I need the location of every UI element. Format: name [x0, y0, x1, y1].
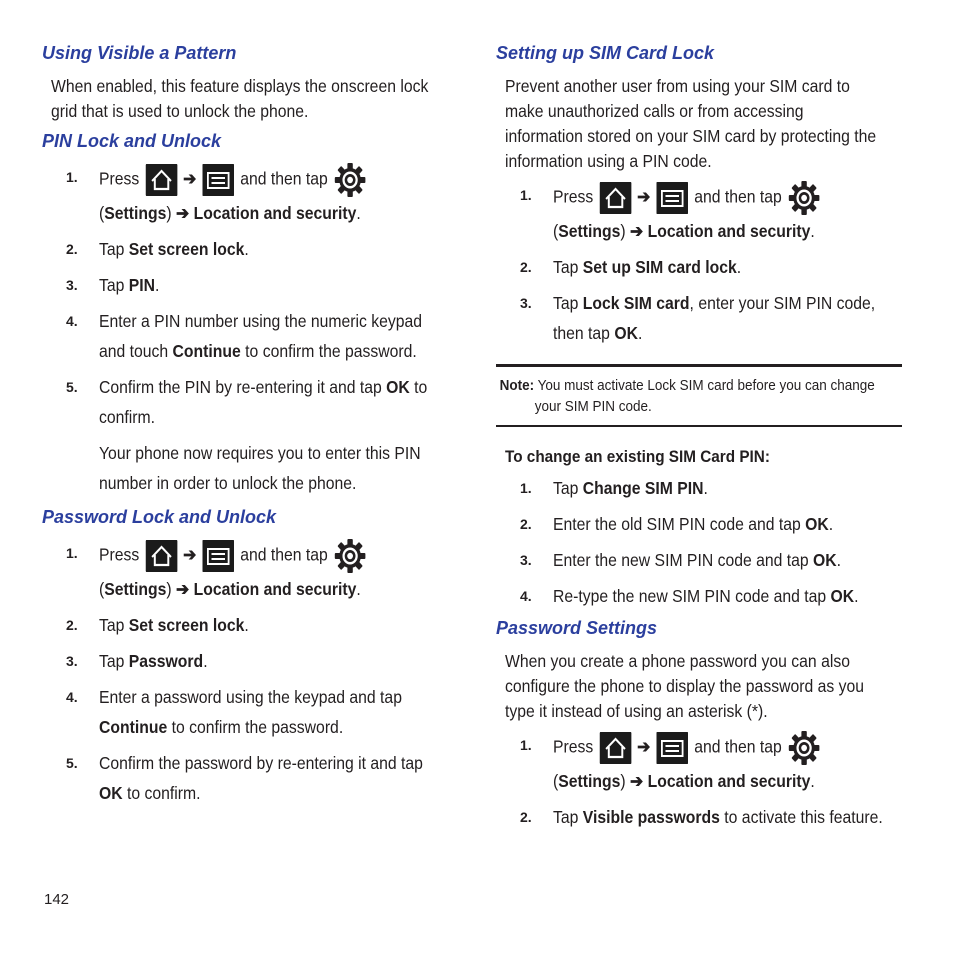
- home-key-icon: [145, 540, 176, 572]
- step-text: [553, 802, 902, 832]
- location-security-label: Location and security: [193, 579, 357, 599]
- paragraph-line: information stored on your SIM card by protecting the: [505, 126, 877, 146]
- step-number: 5.: [66, 379, 78, 395]
- password-settings-steps: [496, 730, 902, 832]
- step-item: [496, 581, 902, 611]
- step-number: 2.: [66, 617, 78, 633]
- step-number: 3.: [520, 552, 532, 568]
- period: .: [637, 323, 643, 343]
- step-label: to confirm the password.: [240, 341, 417, 361]
- settings-label: Settings: [558, 771, 621, 791]
- step-label: Confirm the password by re-entering it and tap: [99, 753, 423, 773]
- period: .: [244, 615, 249, 635]
- step-label: , enter your SIM PIN code,: [689, 293, 876, 313]
- paragraph-visible-pattern: [42, 74, 452, 124]
- change-pin-steps: [496, 473, 902, 611]
- step-text: [553, 581, 902, 611]
- period: .: [244, 239, 249, 259]
- step-number: 3.: [66, 277, 78, 293]
- period: .: [703, 478, 708, 498]
- step-label: Enter the new SIM PIN code and tap: [553, 550, 814, 570]
- step-bold: OK: [99, 783, 123, 803]
- step-text: [553, 288, 902, 348]
- step-text: [553, 509, 902, 539]
- step-text: [99, 748, 452, 808]
- paren: ): [620, 771, 626, 791]
- step-number: 4.: [66, 689, 78, 705]
- sim-lock-steps: [496, 180, 902, 348]
- step-number: 2.: [520, 809, 532, 825]
- step-text: [99, 234, 452, 264]
- settings-label: Settings: [558, 221, 621, 241]
- step-number: 1.: [520, 480, 532, 496]
- step-label: Confirm the PIN by re-entering it and tap: [99, 377, 387, 397]
- step-label: and then tap: [694, 186, 782, 207]
- step-text: [99, 610, 452, 640]
- paragraph-line: make unauthorized calls or from accessing: [505, 101, 804, 121]
- step-item: [42, 270, 452, 300]
- settings-gear-icon: [788, 180, 820, 216]
- step-item: [42, 234, 452, 264]
- page-number: 142: [44, 891, 70, 908]
- step-label: Enter a PIN number using the numeric keypad: [99, 311, 423, 331]
- menu-key-icon: [657, 732, 689, 764]
- period: .: [356, 579, 361, 599]
- step-label: Press: [553, 736, 594, 757]
- period: .: [736, 257, 742, 277]
- paren: ): [620, 221, 626, 241]
- step-item: [42, 306, 452, 366]
- step-label: to: [409, 377, 428, 397]
- step-item: [42, 646, 452, 676]
- step-bold: Lock SIM card: [582, 293, 690, 313]
- settings-gear-icon: [334, 162, 366, 198]
- step-label: then tap: [553, 323, 615, 343]
- step-item: [496, 252, 902, 282]
- step-text: [553, 545, 902, 575]
- settings-gear-icon: [334, 538, 366, 574]
- step-text: [99, 306, 452, 366]
- step-text: [99, 538, 452, 604]
- section-heading-sim-lock: Setting up SIM Card Lock: [496, 43, 715, 63]
- right-column: [496, 42, 902, 838]
- step-bold: Password: [128, 651, 204, 671]
- note-text: your SIM PIN code.: [534, 398, 652, 415]
- step-label: Tap: [99, 615, 129, 635]
- step-number: 1.: [520, 737, 532, 753]
- step-number: 3.: [66, 653, 78, 669]
- section-heading-password-lock: Password Lock and Unlock: [42, 507, 277, 527]
- left-column: [42, 42, 452, 814]
- step-bold: OK: [813, 550, 837, 570]
- step-label: confirm.: [99, 407, 156, 427]
- step-text: [99, 162, 452, 228]
- note-label: Note:: [499, 377, 535, 394]
- paren: (: [553, 771, 559, 791]
- location-security-label: Location and security: [647, 771, 811, 791]
- step-text: [553, 252, 902, 282]
- note-box: [496, 367, 902, 425]
- step-label: Tap: [553, 478, 583, 498]
- step-item: [496, 802, 902, 832]
- settings-gear-icon: [788, 730, 820, 766]
- step-bold: OK: [830, 586, 855, 606]
- step-number: 4.: [66, 313, 78, 329]
- step-number: 1.: [66, 169, 78, 185]
- pin-lock-steps: [42, 162, 452, 498]
- step-number: 2.: [520, 259, 532, 275]
- step-text: [99, 646, 452, 676]
- step-text: [99, 270, 452, 300]
- step-label: Tap: [553, 807, 583, 827]
- paragraph-line: type it instead of using an asterisk (*).: [505, 701, 768, 721]
- step-number: 1.: [520, 187, 532, 203]
- period: .: [828, 514, 834, 534]
- period: .: [810, 221, 815, 241]
- period: .: [854, 586, 859, 606]
- paren: (: [553, 221, 559, 241]
- step-bold: PIN: [128, 275, 156, 295]
- note-text: You must activate Lock SIM card before you can change: [534, 377, 875, 394]
- paragraph-line: information using a PIN code.: [505, 151, 712, 171]
- step-item: [496, 730, 902, 796]
- step-number: 4.: [520, 588, 532, 604]
- step-label: and then tap: [240, 544, 328, 565]
- step-item: [42, 162, 452, 228]
- step-bold: Change SIM PIN: [582, 478, 704, 498]
- step-text: [99, 682, 452, 742]
- step-number: 5.: [66, 755, 78, 771]
- step-item: [42, 682, 452, 742]
- paragraph-sim-lock: [496, 74, 902, 174]
- section-heading-password-settings: Password Settings: [496, 618, 658, 638]
- period: .: [155, 275, 160, 295]
- home-key-icon: [145, 164, 176, 196]
- step-label: to confirm.: [122, 783, 201, 803]
- paragraph-line: grid that is used to unlock the phone.: [51, 101, 309, 121]
- step-bold: OK: [386, 377, 410, 397]
- step-item: [42, 538, 452, 604]
- settings-label: Settings: [104, 203, 167, 223]
- period: .: [356, 203, 361, 223]
- paren: (: [99, 579, 105, 599]
- step-item: [496, 545, 902, 575]
- settings-label: Settings: [104, 579, 167, 599]
- step-text: [553, 730, 902, 796]
- paragraph-password-settings: [496, 649, 902, 724]
- step-number: 2.: [520, 516, 532, 532]
- step-label: Tap: [553, 257, 583, 277]
- step-text: [553, 473, 902, 503]
- step-number: 2.: [66, 241, 78, 257]
- step-bold: Set up SIM card lock: [582, 257, 737, 277]
- step-item: [42, 372, 452, 498]
- arrow-icon: ➔: [176, 203, 190, 223]
- home-key-icon: [599, 182, 631, 214]
- arrow-icon: ➔: [183, 168, 197, 189]
- step-number: 1.: [66, 545, 78, 561]
- paren: (: [99, 203, 105, 223]
- paren: ): [166, 579, 172, 599]
- step-label: Tap: [99, 651, 129, 671]
- step-bold: Continue: [99, 717, 168, 737]
- step-followup: [99, 438, 452, 498]
- step-item: [42, 610, 452, 640]
- sim-pin-subheading: To change an existing SIM Card PIN:: [505, 447, 770, 466]
- step-label: to confirm the password.: [167, 717, 344, 737]
- arrow-icon: ➔: [637, 186, 651, 207]
- step-item: [496, 288, 902, 348]
- password-lock-steps: [42, 538, 452, 808]
- paragraph-line: When you create a phone password you can also: [505, 651, 850, 671]
- step-label: Tap: [553, 293, 583, 313]
- period: .: [810, 771, 815, 791]
- arrow-icon: ➔: [630, 771, 644, 791]
- step-bold: OK: [614, 323, 638, 343]
- location-security-label: Location and security: [193, 203, 357, 223]
- step-label: and then tap: [694, 736, 782, 757]
- step-item: [496, 473, 902, 503]
- arrow-icon: ➔: [176, 579, 190, 599]
- followup-line: Your phone now requires you to enter this PIN: [99, 443, 421, 463]
- paragraph-line: When enabled, this feature displays the onscreen lock: [51, 76, 429, 96]
- step-label: Tap: [99, 275, 129, 295]
- arrow-icon: ➔: [183, 544, 197, 565]
- arrow-icon: ➔: [637, 736, 651, 757]
- location-security-label: Location and security: [647, 221, 811, 241]
- step-label: Tap: [99, 239, 129, 259]
- step-item: [496, 180, 902, 246]
- arrow-icon: ➔: [630, 221, 644, 241]
- step-item: [496, 509, 902, 539]
- period: .: [836, 550, 842, 570]
- step-label: Re-type the new SIM PIN code and tap: [553, 586, 831, 606]
- step-bold: Set screen lock: [128, 239, 245, 259]
- followup-line: number in order to unlock the phone.: [99, 473, 357, 493]
- step-label: and touch: [99, 341, 173, 361]
- menu-key-icon: [203, 164, 235, 196]
- step-text: [99, 372, 452, 432]
- section-heading-pin-lock: PIN Lock and Unlock: [42, 131, 222, 151]
- step-number: 3.: [520, 295, 532, 311]
- step-label: and then tap: [240, 168, 328, 189]
- step-label: Press: [99, 544, 140, 565]
- step-label: Enter a password using the keypad and tap: [99, 687, 402, 707]
- home-key-icon: [599, 732, 631, 764]
- step-label: to activate this feature.: [719, 807, 883, 827]
- period: .: [203, 651, 208, 671]
- step-item: [42, 748, 452, 808]
- paren: ): [166, 203, 172, 223]
- section-heading-visible-pattern: Using Visible a Pattern: [42, 43, 237, 63]
- note-bottom-rule: [496, 425, 902, 427]
- step-label: Enter the old SIM PIN code and tap: [553, 514, 806, 534]
- paragraph-line: configure the phone to display the password as you: [505, 676, 864, 696]
- menu-key-icon: [203, 540, 235, 572]
- step-label: Press: [553, 186, 594, 207]
- paragraph-line: Prevent another user from using your SIM card to: [505, 76, 850, 96]
- step-bold: Continue: [172, 341, 241, 361]
- step-label: Press: [99, 168, 140, 189]
- step-bold: Visible passwords: [582, 807, 720, 827]
- step-bold: OK: [805, 514, 829, 534]
- menu-key-icon: [657, 182, 689, 214]
- step-text: [553, 180, 902, 246]
- step-bold: Set screen lock: [128, 615, 245, 635]
